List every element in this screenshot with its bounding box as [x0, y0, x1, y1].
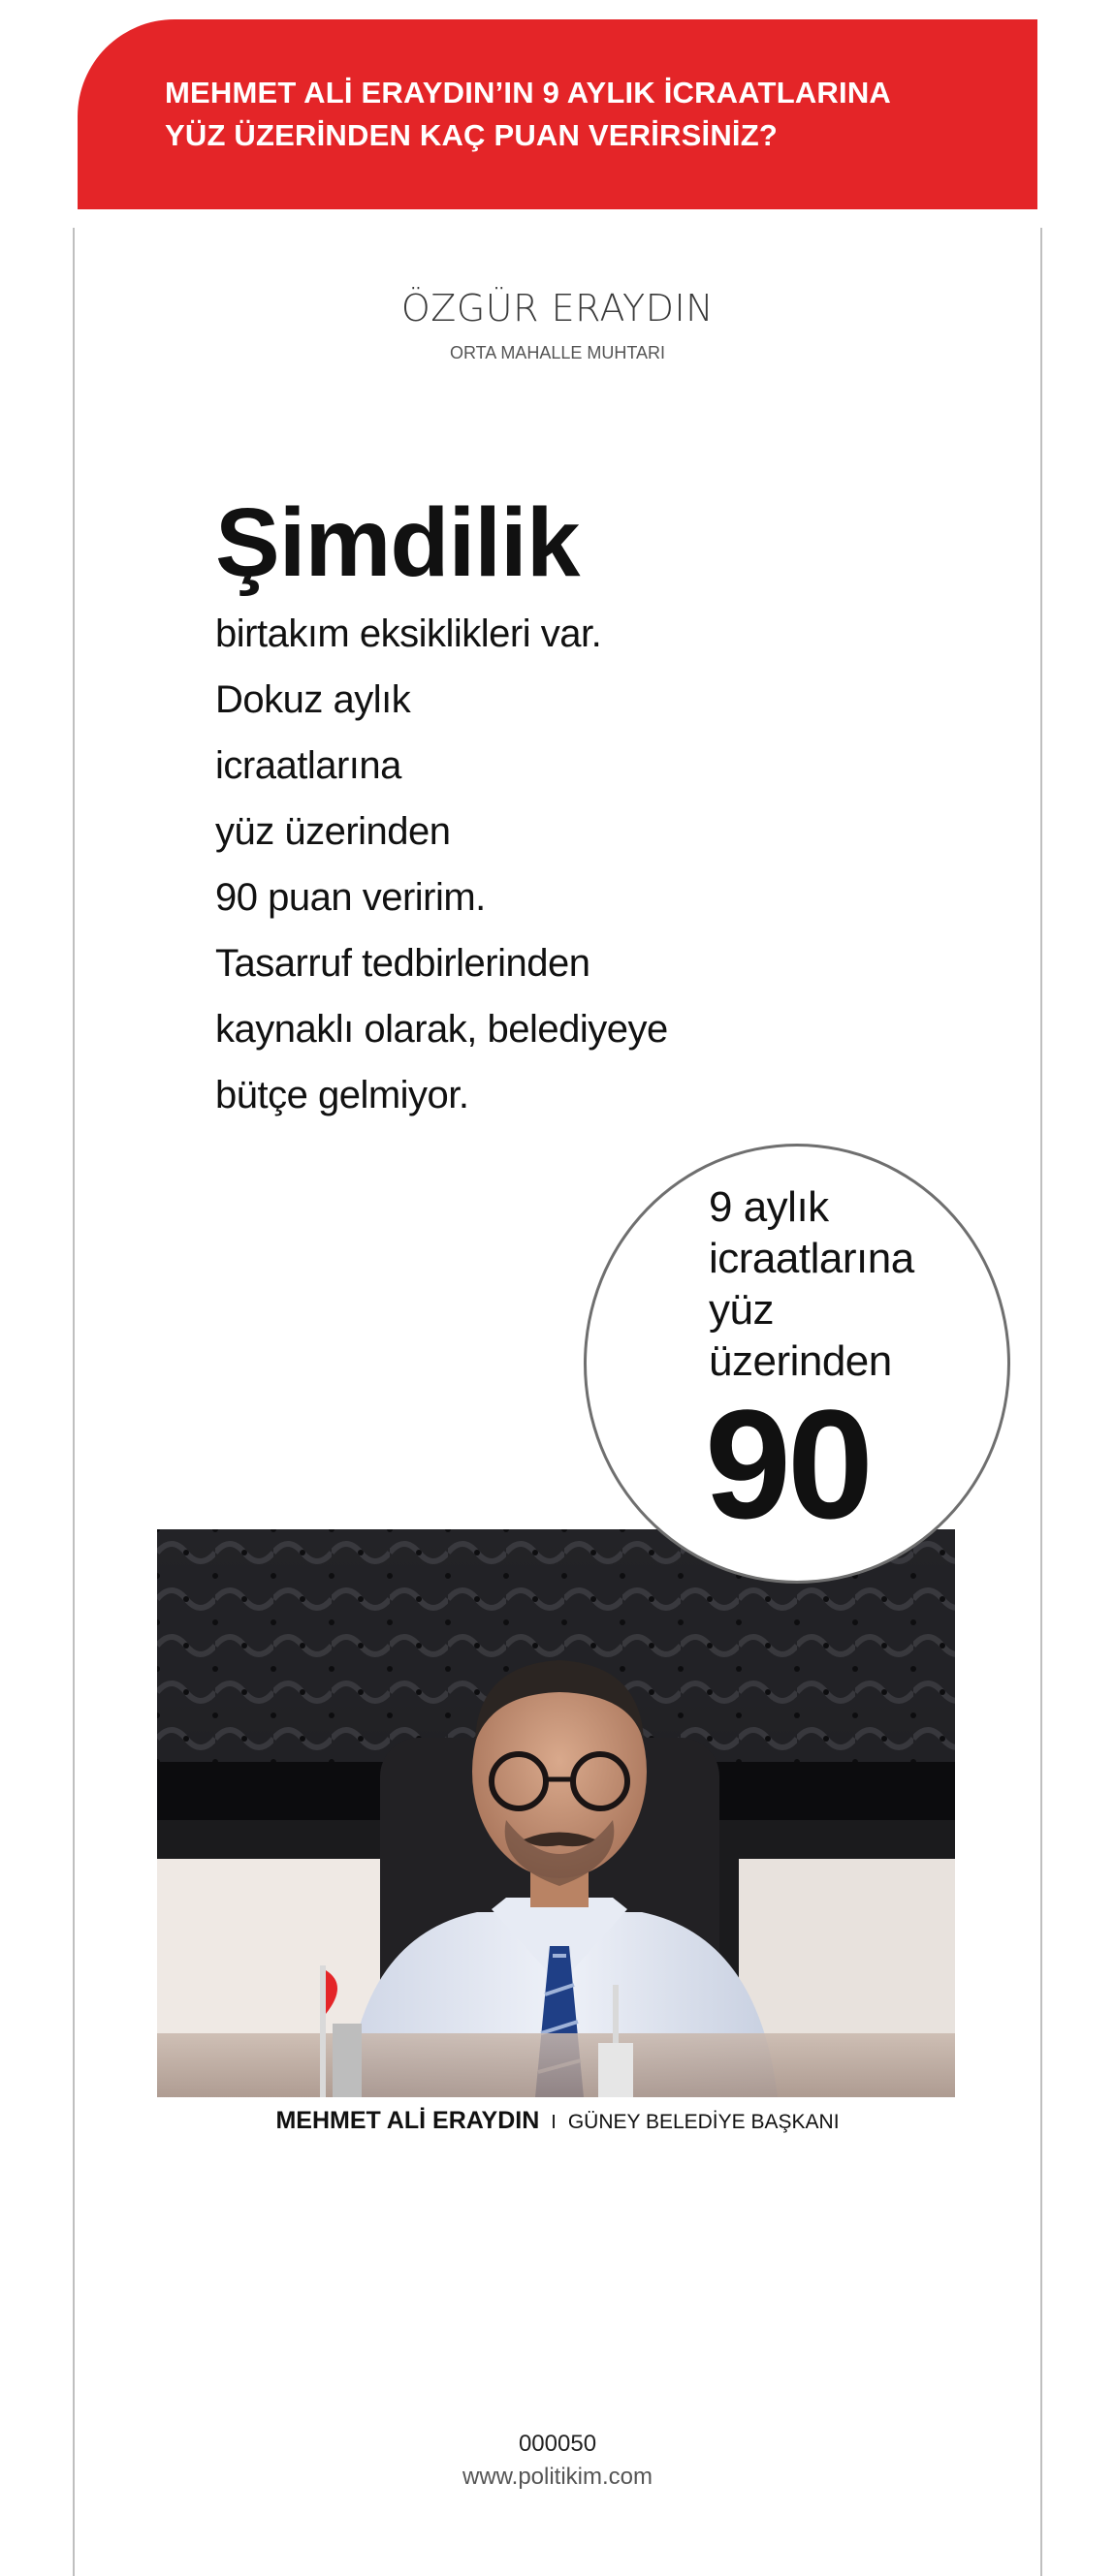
- answer-line: bütçe gelmiyor.: [215, 1074, 469, 1116]
- score-badge-line: 9 aylık: [709, 1183, 829, 1231]
- question-banner: [78, 19, 1037, 209]
- left-border-line: [73, 228, 75, 2576]
- answer-line: Dokuz aylık: [215, 678, 411, 721]
- answer-body: [215, 601, 836, 1128]
- author-name: ÖZGÜR ERAYDIN: [400, 287, 715, 330]
- mayor-photo: [157, 1529, 955, 2097]
- score-badge: [584, 1144, 1010, 1584]
- banner-question-line-2: YÜZ ÜZERİNDEN KAÇ PUAN VERİRSİNİZ?: [165, 118, 778, 152]
- footer-code: 000050: [518, 2431, 597, 2457]
- right-border-line: [1040, 228, 1042, 2576]
- author-title: ORTA MAHALLE MUHTARI: [449, 343, 666, 362]
- score-badge-line: yüz: [709, 1286, 774, 1334]
- answer-headline: Şimdilik: [215, 488, 580, 597]
- answer-line: birtakım eksiklikleri var.: [215, 613, 602, 655]
- caption-person-name: MEHMET ALİ ERAYDIN: [275, 2107, 540, 2134]
- answer-line: 90 puan veririm.: [215, 876, 486, 919]
- banner-question-line-1: MEHMET ALİ ERAYDIN’IN 9 AYLIK İCRAATLARINA: [165, 76, 891, 110]
- caption-separator: I: [551, 2112, 557, 2133]
- score-badge-line: üzerinden: [709, 1337, 892, 1385]
- footer-website: www.politikim.com: [462, 2464, 653, 2490]
- photo-caption: [0, 2107, 1115, 2135]
- answer-line: icraatlarına: [215, 744, 401, 787]
- score-badge-text: [709, 1181, 914, 1387]
- answer-line: yüz üzerinden: [215, 810, 451, 853]
- caption-person-role: GÜNEY BELEDİYE BAŞKANI: [567, 2111, 840, 2133]
- score-badge-line: icraatlarına: [709, 1235, 914, 1282]
- answer-line: kaynaklı olarak, belediyeye: [215, 1008, 668, 1051]
- answer-line: Tasarruf tedbirlerinden: [215, 942, 590, 985]
- score-value: 90: [705, 1377, 870, 1551]
